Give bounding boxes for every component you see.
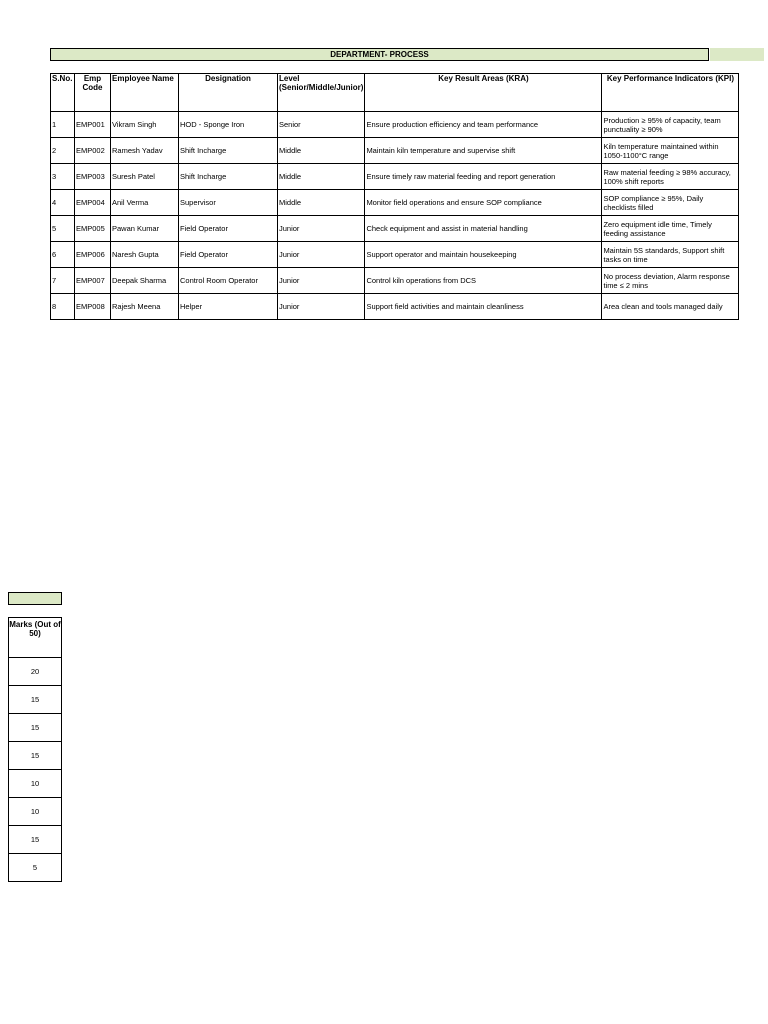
table-row	[51, 112, 739, 138]
department-title: DEPARTMENT- PROCESS	[50, 48, 709, 61]
cell-sno[interactable]: 4	[51, 190, 75, 216]
cell-marks[interactable]: 15	[9, 714, 62, 742]
cell-level[interactable]: Middle	[278, 190, 365, 216]
cell-level[interactable]: Senior	[278, 112, 365, 138]
cell-marks[interactable]: 15	[9, 686, 62, 714]
marks-title-cell	[8, 592, 62, 605]
cell-level[interactable]: Middle	[278, 164, 365, 190]
cell-employee-name[interactable]: Deepak Sharma	[111, 268, 179, 294]
cell-designation[interactable]: Field Operator	[179, 216, 278, 242]
cell-employee-name[interactable]: Anil Verma	[111, 190, 179, 216]
marks-row	[9, 826, 62, 854]
table-row	[51, 164, 739, 190]
cell-kpi[interactable]: No process deviation, Alarm response time ≤ 2 mins	[602, 268, 739, 294]
cell-sno[interactable]: 6	[51, 242, 75, 268]
cell-kra[interactable]: Ensure timely raw material feeding and report generation	[365, 164, 602, 190]
cell-kpi[interactable]: Raw material feeding ≥ 98% accuracy, 100% shift reports	[602, 164, 739, 190]
table-row	[51, 294, 739, 320]
cell-employee-name[interactable]: Rajesh Meena	[111, 294, 179, 320]
cell-level[interactable]: Middle	[278, 138, 365, 164]
cell-emp-code[interactable]: EMP002	[75, 138, 111, 164]
cell-sno[interactable]: 7	[51, 268, 75, 294]
table-row	[51, 138, 739, 164]
cell-sno[interactable]: 5	[51, 216, 75, 242]
cell-emp-code[interactable]: EMP006	[75, 242, 111, 268]
marks-table	[8, 617, 62, 882]
cell-kra[interactable]: Support operator and maintain housekeeping	[365, 242, 602, 268]
cell-level[interactable]: Junior	[278, 268, 365, 294]
cell-kpi[interactable]: SOP compliance ≥ 95%, Daily checklists filled	[602, 190, 739, 216]
cell-emp-code[interactable]: EMP003	[75, 164, 111, 190]
cell-kra[interactable]: Support field activities and maintain cleanliness	[365, 294, 602, 320]
cell-marks[interactable]: 10	[9, 770, 62, 798]
cell-kra[interactable]: Maintain kiln temperature and supervise shift	[365, 138, 602, 164]
cell-kpi[interactable]: Zero equipment idle time, Timely feeding assistance	[602, 216, 739, 242]
cell-designation[interactable]: Field Operator	[179, 242, 278, 268]
cell-employee-name[interactable]: Naresh Gupta	[111, 242, 179, 268]
marks-row	[9, 658, 62, 686]
cell-marks[interactable]: 5	[9, 854, 62, 882]
table-row	[51, 242, 739, 268]
cell-level[interactable]: Junior	[278, 242, 365, 268]
header-fill-cell	[710, 48, 764, 61]
cell-sno[interactable]: 8	[51, 294, 75, 320]
table-row	[51, 268, 739, 294]
cell-emp-code[interactable]: EMP004	[75, 190, 111, 216]
cell-designation[interactable]: Helper	[179, 294, 278, 320]
header-level[interactable]: Level (Senior/Middle/Junior)	[278, 74, 365, 112]
cell-emp-code[interactable]: EMP007	[75, 268, 111, 294]
marks-row	[9, 686, 62, 714]
cell-kpi[interactable]: Production ≥ 95% of capacity, team punctuality ≥ 90%	[602, 112, 739, 138]
cell-kpi[interactable]: Area clean and tools managed daily	[602, 294, 739, 320]
marks-row	[9, 770, 62, 798]
header-kra[interactable]: Key Result Areas (KRA)	[365, 74, 602, 112]
cell-sno[interactable]: 1	[51, 112, 75, 138]
cell-emp-code[interactable]: EMP005	[75, 216, 111, 242]
marks-row	[9, 798, 62, 826]
header-employee-name[interactable]: Employee Name	[111, 74, 179, 112]
cell-kpi[interactable]: Maintain 5S standards, Support shift tasks on time	[602, 242, 739, 268]
cell-emp-code[interactable]: EMP008	[75, 294, 111, 320]
cell-designation[interactable]: HOD - Sponge Iron	[179, 112, 278, 138]
cell-kra[interactable]: Ensure production efficiency and team performance	[365, 112, 602, 138]
cell-marks[interactable]: 10	[9, 798, 62, 826]
cell-sno[interactable]: 2	[51, 138, 75, 164]
cell-designation[interactable]: Supervisor	[179, 190, 278, 216]
header-emp-code[interactable]: Emp Code	[75, 74, 111, 112]
cell-emp-code[interactable]: EMP001	[75, 112, 111, 138]
kra-table	[50, 73, 739, 320]
marks-row	[9, 742, 62, 770]
header-designation[interactable]: Designation	[179, 74, 278, 112]
cell-employee-name[interactable]: Pawan Kumar	[111, 216, 179, 242]
table-row	[51, 190, 739, 216]
cell-marks[interactable]: 20	[9, 658, 62, 686]
header-marks[interactable]: Marks (Out of 50)	[9, 618, 62, 658]
marks-row	[9, 854, 62, 882]
table-row	[51, 216, 739, 242]
marks-row	[9, 714, 62, 742]
table-header-row	[51, 74, 739, 112]
cell-designation[interactable]: Control Room Operator	[179, 268, 278, 294]
cell-employee-name[interactable]: Vikram Singh	[111, 112, 179, 138]
cell-employee-name[interactable]: Ramesh Yadav	[111, 138, 179, 164]
cell-level[interactable]: Junior	[278, 294, 365, 320]
header-kpi[interactable]: Key Performance Indicators (KPI)	[602, 74, 739, 112]
cell-kra[interactable]: Check equipment and assist in material handling	[365, 216, 602, 242]
cell-employee-name[interactable]: Suresh Patel	[111, 164, 179, 190]
cell-kra[interactable]: Monitor field operations and ensure SOP compliance	[365, 190, 602, 216]
cell-designation[interactable]: Shift Incharge	[179, 138, 278, 164]
cell-sno[interactable]: 3	[51, 164, 75, 190]
cell-level[interactable]: Junior	[278, 216, 365, 242]
cell-kpi[interactable]: Kiln temperature maintained within 1050-1100°C range	[602, 138, 739, 164]
header-sno[interactable]: S.No.	[51, 74, 75, 112]
cell-kra[interactable]: Control kiln operations from DCS	[365, 268, 602, 294]
marks-header-row	[9, 618, 62, 658]
cell-marks[interactable]: 15	[9, 826, 62, 854]
cell-designation[interactable]: Shift Incharge	[179, 164, 278, 190]
cell-marks[interactable]: 15	[9, 742, 62, 770]
